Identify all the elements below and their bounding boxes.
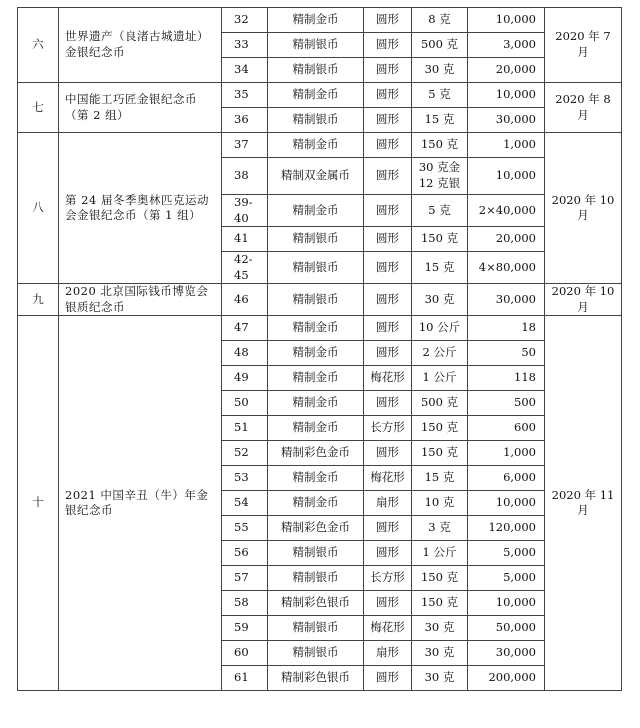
material-cell: 精制银币 <box>268 108 364 133</box>
material-cell: 精制金币 <box>268 316 364 341</box>
material-cell: 精制银币 <box>268 541 364 566</box>
weight-cell: 3 克 <box>412 516 468 541</box>
weight-cell: 150 克 <box>412 133 468 158</box>
material-cell: 精制金币 <box>268 366 364 391</box>
weight-cell: 15 克 <box>412 252 468 284</box>
shape-cell: 梅花形 <box>364 466 412 491</box>
weight-cell: 150 克 <box>412 227 468 252</box>
coin-number-cell: 54 <box>222 491 268 516</box>
quantity-cell: 10,000 <box>468 83 545 108</box>
coin-number-cell: 35 <box>222 83 268 108</box>
issue-date-cell: 2020 年 10 月 <box>545 284 622 316</box>
project-name-cell: 2020 北京国际钱币博览会银质纪念币 <box>59 284 222 316</box>
table-row <box>18 316 622 341</box>
shape-cell: 圆形 <box>364 591 412 616</box>
coin-number-cell: 34 <box>222 58 268 83</box>
quantity-cell: 120,000 <box>468 516 545 541</box>
weight-cell: 10 克 <box>412 491 468 516</box>
coin-number-cell: 56 <box>222 541 268 566</box>
material-cell: 精制金币 <box>268 341 364 366</box>
coin-number-cell: 37 <box>222 133 268 158</box>
weight-cell: 30 克 <box>412 666 468 691</box>
coin-number-cell: 61 <box>222 666 268 691</box>
quantity-cell: 30,000 <box>468 641 545 666</box>
coin-number-cell: 47 <box>222 316 268 341</box>
shape-cell: 扇形 <box>364 491 412 516</box>
quantity-cell: 30,000 <box>468 284 545 316</box>
quantity-cell: 4×80,000 <box>468 252 545 284</box>
issue-date-cell: 2020 年 11 月 <box>545 316 622 691</box>
shape-cell: 圆形 <box>364 133 412 158</box>
quantity-cell: 20,000 <box>468 58 545 83</box>
coin-number-cell: 39-40 <box>222 195 268 227</box>
project-name-cell: 世界遗产（良渚古城遗址）金银纪念币 <box>59 8 222 83</box>
quantity-cell: 5,000 <box>468 566 545 591</box>
material-cell: 精制金币 <box>268 391 364 416</box>
quantity-cell: 18 <box>468 316 545 341</box>
weight-cell: 150 克 <box>412 591 468 616</box>
shape-cell: 圆形 <box>364 8 412 33</box>
material-cell: 精制银币 <box>268 616 364 641</box>
material-cell: 精制银币 <box>268 58 364 83</box>
material-cell: 精制金币 <box>268 416 364 441</box>
coin-number-cell: 41 <box>222 227 268 252</box>
weight-cell: 5 克 <box>412 83 468 108</box>
weight-cell: 30 克 <box>412 58 468 83</box>
table-body <box>18 8 622 691</box>
material-cell: 精制金币 <box>268 83 364 108</box>
group-seq-cell: 七 <box>18 83 59 133</box>
table-row <box>18 133 622 158</box>
weight-cell: 150 克 <box>412 416 468 441</box>
group-seq-cell: 八 <box>18 133 59 284</box>
weight-cell: 15 克 <box>412 466 468 491</box>
shape-cell: 圆形 <box>364 316 412 341</box>
quantity-cell: 600 <box>468 416 545 441</box>
quantity-cell: 118 <box>468 366 545 391</box>
weight-cell: 150 克 <box>412 441 468 466</box>
quantity-cell: 1,000 <box>468 133 545 158</box>
weight-cell: 150 克 <box>412 566 468 591</box>
shape-cell: 圆形 <box>364 195 412 227</box>
quantity-cell: 10,000 <box>468 591 545 616</box>
material-cell: 精制彩色金币 <box>268 516 364 541</box>
material-cell: 精制银币 <box>268 284 364 316</box>
weight-cell: 500 克 <box>412 391 468 416</box>
material-cell: 精制彩色银币 <box>268 591 364 616</box>
material-cell: 精制金币 <box>268 491 364 516</box>
quantity-cell: 50,000 <box>468 616 545 641</box>
coin-number-cell: 52 <box>222 441 268 466</box>
quantity-cell: 50 <box>468 341 545 366</box>
coin-number-cell: 49 <box>222 366 268 391</box>
coin-number-cell: 48 <box>222 341 268 366</box>
material-cell: 精制金币 <box>268 466 364 491</box>
weight-cell: 30 克 <box>412 616 468 641</box>
weight-cell: 8 克 <box>412 8 468 33</box>
quantity-cell: 200,000 <box>468 666 545 691</box>
quantity-cell: 3,000 <box>468 33 545 58</box>
shape-cell: 圆形 <box>364 227 412 252</box>
shape-cell: 圆形 <box>364 391 412 416</box>
shape-cell: 圆形 <box>364 516 412 541</box>
shape-cell: 圆形 <box>364 284 412 316</box>
weight-cell: 5 克 <box>412 195 468 227</box>
issue-date-cell: 2020 年 10 月 <box>545 133 622 284</box>
shape-cell: 圆形 <box>364 541 412 566</box>
shape-cell: 梅花形 <box>364 616 412 641</box>
material-cell: 精制双金属币 <box>268 158 364 195</box>
issue-date-cell: 2020 年 7 月 <box>545 8 622 83</box>
weight-cell: 500 克 <box>412 33 468 58</box>
material-cell: 精制金币 <box>268 133 364 158</box>
shape-cell: 圆形 <box>364 666 412 691</box>
weight-cell: 1 公斤 <box>412 366 468 391</box>
coin-number-cell: 33 <box>222 33 268 58</box>
shape-cell: 圆形 <box>364 252 412 284</box>
coin-number-cell: 51 <box>222 416 268 441</box>
quantity-cell: 20,000 <box>468 227 545 252</box>
coin-number-cell: 32 <box>222 8 268 33</box>
shape-cell: 圆形 <box>364 33 412 58</box>
material-cell: 精制银币 <box>268 252 364 284</box>
weight-cell: 2 公斤 <box>412 341 468 366</box>
table-row <box>18 8 622 33</box>
quantity-cell: 2×40,000 <box>468 195 545 227</box>
coin-number-cell: 57 <box>222 566 268 591</box>
material-cell: 精制彩色银币 <box>268 666 364 691</box>
material-cell: 精制金币 <box>268 195 364 227</box>
coin-issuance-table <box>17 7 622 691</box>
quantity-cell: 10,000 <box>468 491 545 516</box>
weight-cell: 10 公斤 <box>412 316 468 341</box>
material-cell: 精制金币 <box>268 8 364 33</box>
coin-number-cell: 60 <box>222 641 268 666</box>
quantity-cell: 6,000 <box>468 466 545 491</box>
quantity-cell: 500 <box>468 391 545 416</box>
shape-cell: 圆形 <box>364 158 412 195</box>
material-cell: 精制银币 <box>268 33 364 58</box>
coin-number-cell: 46 <box>222 284 268 316</box>
shape-cell: 圆形 <box>364 441 412 466</box>
quantity-cell: 5,000 <box>468 541 545 566</box>
project-name-cell: 第 24 届冬季奥林匹克运动会金银纪念币（第 1 组） <box>59 133 222 284</box>
coin-number-cell: 50 <box>222 391 268 416</box>
quantity-cell: 10,000 <box>468 158 545 195</box>
weight-cell: 30 克 <box>412 284 468 316</box>
shape-cell: 圆形 <box>364 83 412 108</box>
project-name-cell: 2021 中国辛丑（牛）年金银纪念币 <box>59 316 222 691</box>
table-row <box>18 83 622 108</box>
shape-cell: 圆形 <box>364 341 412 366</box>
group-seq-cell: 十 <box>18 316 59 691</box>
quantity-cell: 10,000 <box>468 8 545 33</box>
coin-number-cell: 42-45 <box>222 252 268 284</box>
coin-number-cell: 59 <box>222 616 268 641</box>
shape-cell: 圆形 <box>364 108 412 133</box>
weight-cell: 30 克 <box>412 641 468 666</box>
coin-number-cell: 53 <box>222 466 268 491</box>
quantity-cell: 30,000 <box>468 108 545 133</box>
shape-cell: 梅花形 <box>364 366 412 391</box>
project-name-cell: 中国能工巧匠金银纪念币（第 2 组） <box>59 83 222 133</box>
shape-cell: 长方形 <box>364 566 412 591</box>
material-cell: 精制彩色金币 <box>268 441 364 466</box>
coin-number-cell: 55 <box>222 516 268 541</box>
weight-cell: 1 公斤 <box>412 541 468 566</box>
coin-number-cell: 58 <box>222 591 268 616</box>
material-cell: 精制银币 <box>268 566 364 591</box>
shape-cell: 圆形 <box>364 58 412 83</box>
weight-cell: 30 克金 12 克银 <box>412 158 468 195</box>
group-seq-cell: 九 <box>18 284 59 316</box>
weight-cell: 15 克 <box>412 108 468 133</box>
group-seq-cell: 六 <box>18 8 59 83</box>
material-cell: 精制银币 <box>268 641 364 666</box>
coin-number-cell: 38 <box>222 158 268 195</box>
quantity-cell: 1,000 <box>468 441 545 466</box>
shape-cell: 长方形 <box>364 416 412 441</box>
coin-number-cell: 36 <box>222 108 268 133</box>
issue-date-cell: 2020 年 8 月 <box>545 83 622 133</box>
table-row <box>18 284 622 316</box>
material-cell: 精制银币 <box>268 227 364 252</box>
shape-cell: 扇形 <box>364 641 412 666</box>
